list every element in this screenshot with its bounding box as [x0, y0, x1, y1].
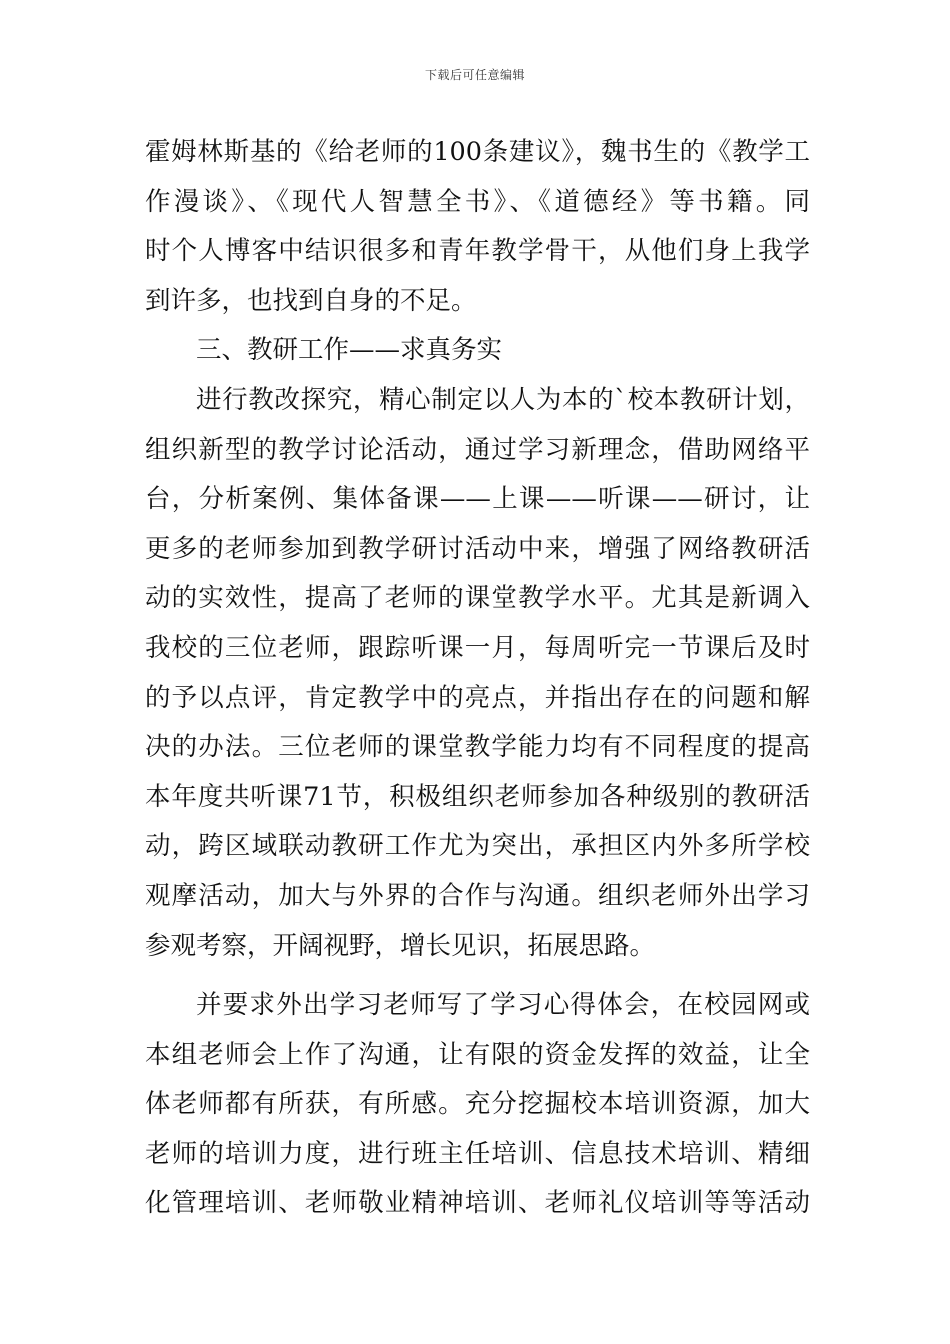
section-heading — [145, 326, 810, 376]
text-line: 并要求外出学习老师写了学习心得体会，在校园网或 — [196, 990, 810, 1021]
page-header: 下载后可任意编辑 — [424, 68, 525, 82]
text-line: 作漫谈》、《现代人智慧全书》、《道德经》等书籍。同 — [145, 186, 810, 217]
text-line: 决的办法。三位老师的课堂教学能力均有不同程度的提高 — [145, 732, 810, 763]
paragraph — [145, 376, 810, 971]
text-line: 霍姆林斯基的《给老师的100条建议》，魏书生的《教学工 — [145, 137, 810, 167]
text-line: 本年度共听课71节，积极组织老师参加各种级别的教研活 — [145, 781, 810, 812]
text-line: 老师的培训力度，进行班主任培训、信息技术培训、精细 — [145, 1138, 810, 1169]
text-line: 动的实效性，提高了老师的课堂教学水平。尤其是新调入 — [145, 583, 810, 614]
text-line: 三、教研工作——求真务实 — [196, 335, 503, 366]
text-line: 时个人博客中结识很多和青年教学骨干，从他们身上我学 — [145, 236, 810, 267]
paragraph-gap — [145, 971, 810, 981]
text-line: 本组老师会上作了沟通，让有限的资金发挥的效益，让全 — [145, 1039, 810, 1070]
text-line: 体老师都有所获，有所感。充分挖掘校本培训资源，加大 — [145, 1089, 810, 1120]
paragraph — [145, 981, 810, 1229]
text-line: 台，分析案例、集体备课——上课——听课——研讨，让 — [145, 484, 810, 515]
text-line: 参观考察，开阔视野，增长见识，拓展思路。 — [145, 930, 656, 961]
text-line: 动，跨区域联动教研工作尤为突出，承担区内外多所学校 — [145, 831, 810, 862]
text-line: 化管理培训、老师敬业精神培训、老师礼仪培训等等活动 — [145, 1188, 810, 1219]
document-body — [145, 128, 810, 1229]
paragraph — [145, 128, 810, 326]
text-line: 我校的三位老师，跟踪听课一月，每周听完一节课后及时 — [145, 632, 810, 663]
text-line: 观摩活动，加大与外界的合作与沟通。组织老师外出学习 — [145, 880, 810, 911]
text-line: 到许多，也找到自身的不足。 — [145, 285, 477, 316]
text-line: 更多的老师参加到教学研讨活动中来，增强了网络教研活 — [145, 533, 810, 564]
text-line: 组织新型的教学讨论活动，通过学习新理念，借助网络平 — [145, 434, 810, 465]
text-line: 进行教改探究，精心制定以人为本的`校本教研计划， — [196, 384, 810, 415]
text-line: 的予以点评，肯定教学中的亮点，并指出存在的问题和解 — [145, 682, 810, 713]
